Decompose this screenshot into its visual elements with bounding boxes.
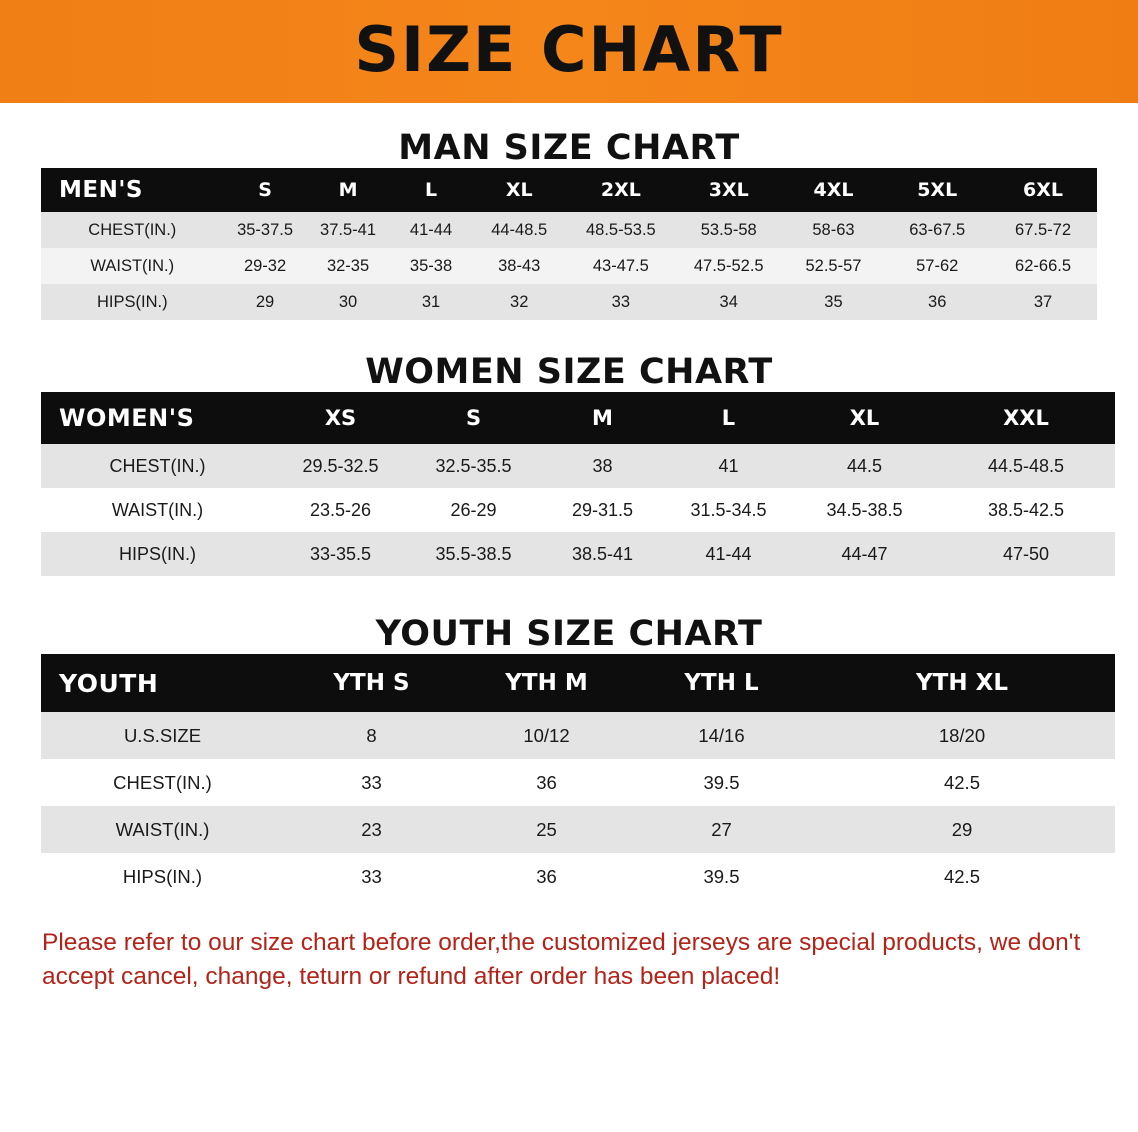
- youth-table-wrap: [41, 654, 1097, 900]
- man-cell-2-1: 30: [307, 284, 390, 320]
- youth-cell-0-0: 8: [284, 712, 459, 759]
- table-row: [41, 532, 1115, 576]
- man-header-cell-8: 5XL: [885, 168, 989, 212]
- man-cell-0-0: 35-37.5: [224, 212, 307, 248]
- youth-cell-3-1: 36: [459, 853, 634, 900]
- table-row: [41, 284, 1097, 320]
- youth-row-label-2: WAIST(IN.): [41, 806, 284, 853]
- youth-table-body: [41, 712, 1115, 900]
- women-section-title: WOMEN SIZE CHART: [365, 352, 773, 392]
- women-cell-1-1: 26-29: [407, 488, 540, 532]
- women-row-label-1: WAIST(IN.): [41, 488, 274, 532]
- women-size-table: [41, 392, 1115, 576]
- youth-table-head: [41, 654, 1115, 712]
- youth-size-table: [41, 654, 1115, 900]
- man-cell-2-8: 37: [989, 284, 1097, 320]
- man-cell-1-2: 35-38: [390, 248, 473, 284]
- table-row: [41, 488, 1115, 532]
- youth-header-cell-1: YTH S: [284, 654, 459, 712]
- man-cell-2-3: 32: [473, 284, 566, 320]
- policy-note: Please refer to our size chart before order,the customized jerseys are special products, we don't accept cancel, change, teturn or refund after order has been placed!: [42, 929, 1081, 990]
- man-header-cell-4: XL: [473, 168, 566, 212]
- women-row-label-0: CHEST(IN.): [41, 444, 274, 488]
- man-cell-0-2: 41-44: [390, 212, 473, 248]
- man-header-cell-9: 6XL: [989, 168, 1097, 212]
- youth-header-cell-3: YTH L: [634, 654, 809, 712]
- man-table-body: [41, 212, 1097, 320]
- man-header-cell-2: M: [307, 168, 390, 212]
- women-header-cell-3: M: [540, 392, 665, 444]
- women-row-label-2: HIPS(IN.): [41, 532, 274, 576]
- women-cell-0-5: 44.5-48.5: [937, 444, 1115, 488]
- women-header-cell-2: S: [407, 392, 540, 444]
- women-cell-2-3: 41-44: [665, 532, 792, 576]
- youth-header-cell-2: YTH M: [459, 654, 634, 712]
- women-header-cell-5: XL: [792, 392, 937, 444]
- man-cell-1-1: 32-35: [307, 248, 390, 284]
- women-cell-0-1: 32.5-35.5: [407, 444, 540, 488]
- table-row: [41, 853, 1115, 900]
- man-cell-0-4: 48.5-53.5: [566, 212, 676, 248]
- man-header-cell-1: S: [224, 168, 307, 212]
- man-cell-1-3: 38-43: [473, 248, 566, 284]
- table-row: [41, 806, 1115, 853]
- women-cell-2-1: 35.5-38.5: [407, 532, 540, 576]
- women-cell-0-4: 44.5: [792, 444, 937, 488]
- youth-cell-2-2: 27: [634, 806, 809, 853]
- youth-row-label-0: U.S.SIZE: [41, 712, 284, 759]
- man-cell-2-7: 36: [885, 284, 989, 320]
- youth-section-title: YOUTH SIZE CHART: [375, 614, 763, 654]
- table-row: [41, 759, 1115, 806]
- man-cell-1-5: 47.5-52.5: [676, 248, 782, 284]
- man-cell-2-0: 29: [224, 284, 307, 320]
- man-cell-0-3: 44-48.5: [473, 212, 566, 248]
- man-header-cell-7: 4XL: [782, 168, 886, 212]
- youth-header-cell-0: YOUTH: [41, 654, 284, 712]
- youth-cell-1-0: 33: [284, 759, 459, 806]
- women-header-cell-4: L: [665, 392, 792, 444]
- women-cell-1-4: 34.5-38.5: [792, 488, 937, 532]
- youth-row-label-3: HIPS(IN.): [41, 853, 284, 900]
- man-row-label-0: CHEST(IN.): [41, 212, 224, 248]
- youth-cell-1-1: 36: [459, 759, 634, 806]
- man-cell-0-6: 58-63: [782, 212, 886, 248]
- youth-cell-3-2: 39.5: [634, 853, 809, 900]
- youth-cell-0-3: 18/20: [809, 712, 1115, 759]
- man-header-cell-3: L: [390, 168, 473, 212]
- man-cell-0-8: 67.5-72: [989, 212, 1097, 248]
- man-cell-2-4: 33: [566, 284, 676, 320]
- man-header-cell-6: 3XL: [676, 168, 782, 212]
- women-table-wrap: [41, 392, 1097, 576]
- women-header-cell-0: WOMEN'S: [41, 392, 274, 444]
- table-header-row: [41, 168, 1097, 212]
- youth-cell-2-0: 23: [284, 806, 459, 853]
- man-cell-0-7: 63-67.5: [885, 212, 989, 248]
- youth-cell-3-3: 42.5: [809, 853, 1115, 900]
- women-cell-0-0: 29.5-32.5: [274, 444, 407, 488]
- man-row-label-1: WAIST(IN.): [41, 248, 224, 284]
- man-cell-0-1: 37.5-41: [307, 212, 390, 248]
- man-header-cell-0: MEN'S: [41, 168, 224, 212]
- man-cell-0-5: 53.5-58: [676, 212, 782, 248]
- women-cell-2-2: 38.5-41: [540, 532, 665, 576]
- women-cell-1-0: 23.5-26: [274, 488, 407, 532]
- man-table-head: [41, 168, 1097, 212]
- women-cell-1-2: 29-31.5: [540, 488, 665, 532]
- table-header-row: [41, 392, 1115, 444]
- women-cell-0-2: 38: [540, 444, 665, 488]
- man-cell-1-7: 57-62: [885, 248, 989, 284]
- women-header-cell-6: XXL: [937, 392, 1115, 444]
- man-section-title: MAN SIZE CHART: [398, 128, 740, 168]
- youth-cell-2-1: 25: [459, 806, 634, 853]
- women-cell-2-4: 44-47: [792, 532, 937, 576]
- women-cell-1-5: 38.5-42.5: [937, 488, 1115, 532]
- table-header-row: [41, 654, 1115, 712]
- man-table-wrap: [41, 168, 1097, 320]
- man-cell-2-6: 35: [782, 284, 886, 320]
- table-row: [41, 248, 1097, 284]
- youth-cell-1-3: 42.5: [809, 759, 1115, 806]
- man-size-table: [41, 168, 1097, 320]
- women-cell-2-0: 33-35.5: [274, 532, 407, 576]
- women-table-head: [41, 392, 1115, 444]
- man-row-label-2: HIPS(IN.): [41, 284, 224, 320]
- youth-cell-0-2: 14/16: [634, 712, 809, 759]
- women-cell-0-3: 41: [665, 444, 792, 488]
- women-cell-2-5: 47-50: [937, 532, 1115, 576]
- youth-cell-3-0: 33: [284, 853, 459, 900]
- banner-title: SIZE CHART: [354, 12, 784, 86]
- man-cell-2-5: 34: [676, 284, 782, 320]
- table-row: [41, 712, 1115, 759]
- table-row: [41, 212, 1097, 248]
- man-cell-1-6: 52.5-57: [782, 248, 886, 284]
- women-cell-1-3: 31.5-34.5: [665, 488, 792, 532]
- man-cell-1-8: 62-66.5: [989, 248, 1097, 284]
- women-header-cell-1: XS: [274, 392, 407, 444]
- man-header-cell-5: 2XL: [566, 168, 676, 212]
- youth-cell-1-2: 39.5: [634, 759, 809, 806]
- youth-row-label-1: CHEST(IN.): [41, 759, 284, 806]
- man-cell-2-2: 31: [390, 284, 473, 320]
- banner: [0, 0, 1138, 103]
- table-row: [41, 444, 1115, 488]
- women-table-body: [41, 444, 1115, 576]
- man-cell-1-0: 29-32: [224, 248, 307, 284]
- youth-cell-0-1: 10/12: [459, 712, 634, 759]
- youth-header-cell-4: YTH XL: [809, 654, 1115, 712]
- youth-cell-2-3: 29: [809, 806, 1115, 853]
- man-cell-1-4: 43-47.5: [566, 248, 676, 284]
